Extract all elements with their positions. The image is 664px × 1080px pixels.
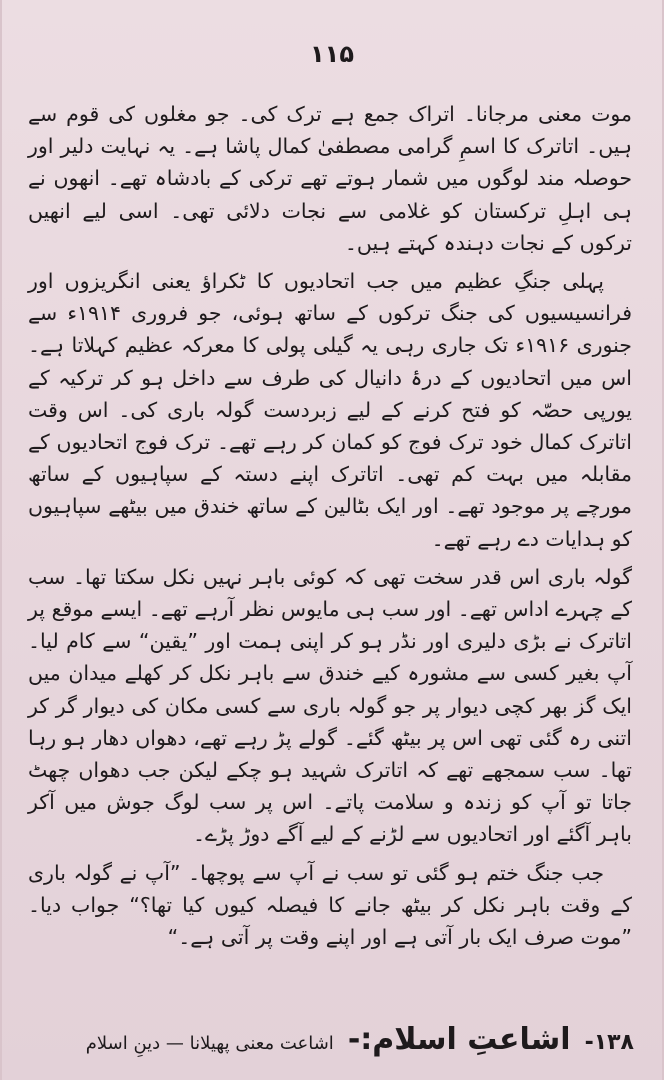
entry-title: اشاعتِ اسلام:- (347, 1022, 571, 1057)
page-number: ۱۱۵ (310, 40, 354, 68)
entry-meaning: اشاعت معنی پھیلانا — دینِ اسلام (85, 1033, 334, 1054)
paragraph-after-war: جب جنگ ختم ہو گئی تو سب نے آپ سے پوچھا۔ ”آپ نے گولہ باری کے وقت باہر نکل کر بیٹھ جانے کا فیصلہ کیوں کیا تھا؟“ جواب دیا۔ ”موت صرف ایک بار آتی ہے اور اپنے وقت پر آتی ہے۔“ (28, 860, 632, 950)
next-entry (28, 1022, 634, 1066)
paragraph-ataturk-intro: موت معنی مرجانا۔ اتراک جمع ہے ترک کی۔ جو مغلوں کی قوم سے ہیں۔ اتاترک کا اسمِ گرامی مصطفیٰ کمال پاشا ہے۔ یہ نہایت دلیر اور حوصلہ مند لوگوں میں شمار ہوتے تھے ترکی کے بادشاہ تھے۔ انھوں نے ہی اہلِ ترکستان کو غلامی سے نجات دلائی تھی۔ اسی لیے انھیں ترکوں کے نجات دہندہ کہتے ہیں۔ (28, 102, 632, 255)
entry-number: ۱۳۸- (584, 1030, 634, 1055)
paragraph-gallipoli: پہلی جنگِ عظیم میں جب اتحادیوں کا ٹکراؤ یعنی انگریزوں اور فرانسیسیوں کی جنگ ترکوں کے ساتھ ہوئی، جو فروری ۱۹۱۴ء سے جنوری ۱۹۱۶ء تک جاری رہی یہ گیلی پولی کا معرکہ عظیم کہلاتا ہے۔ اس میں اتحادیوں کے درۂ دانیال کی طرف سے داخل ہو کر ترکیہ کے یورپی حصّہ کو فتح کرنے کے لیے زبردست گولہ باری کی۔ اس وقت اتاترک کمال خود ترک فوج کو کمان کر رہے تھے۔ ترک فوج اتحادیوں کے مقابلہ میں بہت کم تھی۔ اتاترک اپنے دستہ کے سپاہیوں کے ساتھ مورچے پر موجود تھے۔ اور ایک بٹالین کے ساتھ خندق میں بیٹھے سپاہیوں کو ہدایات دے رہے تھے۔ (28, 269, 632, 551)
paragraph-bombardment: گولہ باری اس قدر سخت تھی کہ کوئی باہر نہیں نکل سکتا تھا۔ سب کے چہرے اداس تھے۔ اور سب ہی مایوس نظر آرہے تھے۔ ایسے موقع پر اتاترک نے بڑی دلیری اور نڈر ہو کر اپنی ہمت اور ”یقین“ سے کام لیا۔ آپ بغیر کسی سے مشورہ کیے خندق سے باہر نکل کر کھلے میدان میں ایک گز بھر کچی دیوار پر جو گولہ باری سے کسی مکان کی دیوار گر کر اتنی رہ گئی تھی اس پر بیٹھ گئے۔ گولے پڑ رہے تھے، دھواں دھار ہو رہا تھا۔ سب سمجھے تھے کہ اتاترک شہید ہو چکے لیکن جب دھواں چھٹ جاتا تو آپ کو زندہ و سلامت پاتے۔ اس پر سب لوگ جوش میں آکر باہر آگئے اور اتحادیوں سے لڑنے کے لیے آگے دوڑ پڑے۔ (28, 564, 632, 847)
page-body (28, 98, 632, 953)
